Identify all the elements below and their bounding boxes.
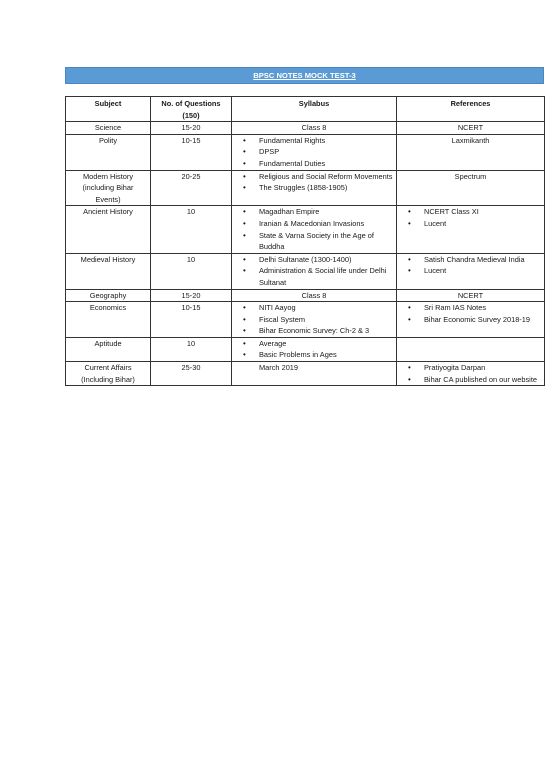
references-cell: Spectrum: [397, 170, 545, 206]
references-cell: NCERT: [397, 122, 545, 135]
reference-item: • Lucent: [400, 218, 541, 230]
reference-item: • Bihar Economic Survey 2018-19: [400, 314, 541, 326]
syllabus-text: March 2019: [259, 363, 299, 373]
table-row: [66, 302, 545, 338]
syllabus-item: • NITI Aayog: [235, 302, 393, 314]
questions-cell: 10: [151, 206, 232, 253]
questions-cell: 10: [151, 253, 232, 289]
references-cell: NCERT: [397, 289, 545, 302]
questions-cell: 10: [151, 337, 232, 361]
reference-item: • Pratiyogita Darpan: [400, 362, 541, 374]
syllabus-cell: [232, 362, 397, 386]
references-cell: Laxmikanth: [397, 134, 545, 170]
questions-cell: 10-15: [151, 302, 232, 338]
subject-cell: Polity: [66, 134, 151, 170]
questions-cell: 10-15: [151, 134, 232, 170]
questions-cell: 25-30: [151, 362, 232, 386]
syllabus-cell: [232, 206, 397, 253]
syllabus-item: • State & Varna Society in the Age of Buddha: [235, 230, 393, 253]
table-row: [66, 206, 545, 253]
syllabus-cell: [232, 302, 397, 338]
header-syllabus: Syllabus: [232, 97, 397, 122]
syllabus-item: • Fiscal System: [235, 314, 393, 326]
syllabus-cell: Class 8: [232, 289, 397, 302]
reference-item: • Satish Chandra Medieval India: [400, 254, 541, 266]
reference-item: • Sri Ram IAS Notes: [400, 302, 541, 314]
references-cell: [397, 337, 545, 361]
syllabus-cell: [232, 134, 397, 170]
questions-cell: 15-20: [151, 122, 232, 135]
subject-cell: Ancient History: [66, 206, 151, 253]
subject-cell: Economics: [66, 302, 151, 338]
header-questions: No. of Questions (150): [151, 97, 232, 122]
table-row: [66, 134, 545, 170]
subject-cell: Current Affairs (Including Bihar): [66, 362, 151, 386]
header-subject: Subject: [66, 97, 151, 122]
syllabus-cell: [232, 253, 397, 289]
reference-item: • NCERT Class XI: [400, 206, 541, 218]
document-title: BPSC NOTES MOCK TEST-3: [253, 71, 356, 80]
reference-item: • Lucent: [400, 265, 541, 277]
questions-cell: 20-25: [151, 170, 232, 206]
header-references: References: [397, 97, 545, 122]
syllabus-item: • Fundamental Rights: [235, 135, 393, 147]
references-cell: [397, 362, 545, 386]
syllabus-item: • Administration & Social life under Delhi Sultanat: [235, 265, 393, 288]
table-row: [66, 362, 545, 386]
table-row: [66, 122, 545, 135]
questions-cell: 15-20: [151, 289, 232, 302]
syllabus-item: • DPSP: [235, 146, 393, 158]
subject-cell: Modern History (including Bihar Events): [66, 170, 151, 206]
syllabus-cell: Class 8: [232, 122, 397, 135]
syllabus-item: • Average: [235, 338, 393, 350]
table-header-row: [66, 97, 545, 122]
syllabus-cell: [232, 170, 397, 206]
syllabus-item: • Iranian & Macedonian Invasions: [235, 218, 393, 230]
table-row: [66, 170, 545, 206]
syllabus-item: • The Struggles (1858-1905): [235, 182, 393, 194]
syllabus-item: • Fundamental Duties: [235, 158, 393, 170]
syllabus-cell: [232, 337, 397, 361]
references-cell: [397, 253, 545, 289]
syllabus-item: • Basic Problems in Ages: [235, 349, 393, 361]
subject-cell: Medieval History: [66, 253, 151, 289]
title-banner: [65, 67, 544, 84]
syllabus-item: • Religious and Social Reform Movements: [235, 171, 393, 183]
syllabus-table: [65, 96, 545, 386]
syllabus-item: • Delhi Sultanate (1300-1400): [235, 254, 393, 266]
syllabus-item: • Bihar Economic Survey: Ch-2 & 3: [235, 325, 393, 337]
syllabus-item: • Magadhan Empire: [235, 206, 393, 218]
table-row: [66, 337, 545, 361]
table-row: [66, 289, 545, 302]
table-row: [66, 253, 545, 289]
subject-cell: Science: [66, 122, 151, 135]
references-cell: [397, 206, 545, 253]
subject-cell: Aptitude: [66, 337, 151, 361]
reference-item: • Bihar CA published on our website: [400, 374, 541, 386]
subject-cell: Geography: [66, 289, 151, 302]
references-cell: [397, 302, 545, 338]
